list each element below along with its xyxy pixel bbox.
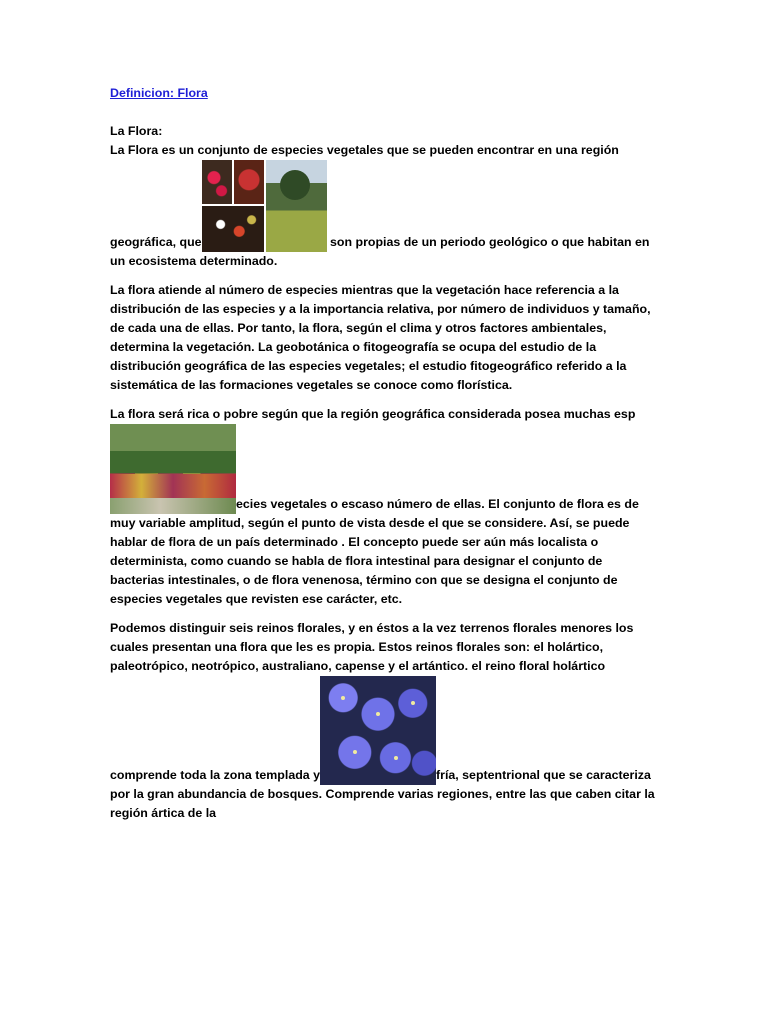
title-paragraph xyxy=(110,84,658,103)
paragraph-2: La flora atiende al número de especies mientras que la vegetación hace referencia a la distribución de las especies y a la importancia relativa, por número de individuos y tamaño, de cada una de ellas. Por tanto, la flora, según el clima y otros factores ambientales, determina la vegetación. La geobotánica o fitogeografía se ocupa del estudio de la distribución geográfica de las especies vegetales; el estudio fitogeográfico referido a la sistemática de las formaciones vegetales se conoce como florística. xyxy=(110,283,651,392)
blue-flowers-image xyxy=(320,676,436,785)
paragraph-3-text-a: La flora será rica o pobre según que la región geográfica considerada posea muchas esp xyxy=(110,407,636,421)
paragraph-1-text-a: La Flora es un conjunto de especies vegetales que se pueden encontrar en una región geográfica, que xyxy=(110,143,619,249)
paragraph-1 xyxy=(110,141,658,271)
flora-collage-image xyxy=(202,160,327,252)
document-body xyxy=(110,84,658,823)
paragraph-3-text-b: ecies vegetales o escaso número de ellas. El conjunto de flora es de muy variable amplitud, según el punto de vista desde el que se considere. Así, se puede hablar de flora de un país determinado . El concepto puede ser aún más localista o determinista, como cuando se habla de flora intestinal para designar el conjunto de bacterias intestinales, o de flora venenosa, término con que se designa el conjunto de especies vegetales que revisten ese carácter, etc. xyxy=(110,497,639,606)
paragraph-4-text-a: Podemos distinguir seis reinos florales, y en éstos a la vez terrenos florales menores los cuales presentan una flora que les es propia. Estos reinos florales son: el holártico, paleotrópico, neotrópico, australiano, capense y el artántico. el reino floral holártico comprende toda la zona templada y xyxy=(110,621,634,782)
title-link[interactable]: Definicion: Flora xyxy=(110,86,208,100)
paragraph-1-text-b: son propias de un periodo geológico o que habitan en un ecosistema determinado. xyxy=(110,235,650,268)
subtitle: La Flora: xyxy=(110,124,163,138)
garden-image xyxy=(110,424,236,514)
paragraph-4 xyxy=(110,619,658,823)
paragraph-3 xyxy=(110,405,658,609)
paragraph-4-text-b: fría, septentrional que se caracteriza por la gran abundancia de bosques. Comprende varias regiones, entre las que caben citar la región ártica de la xyxy=(110,768,655,820)
